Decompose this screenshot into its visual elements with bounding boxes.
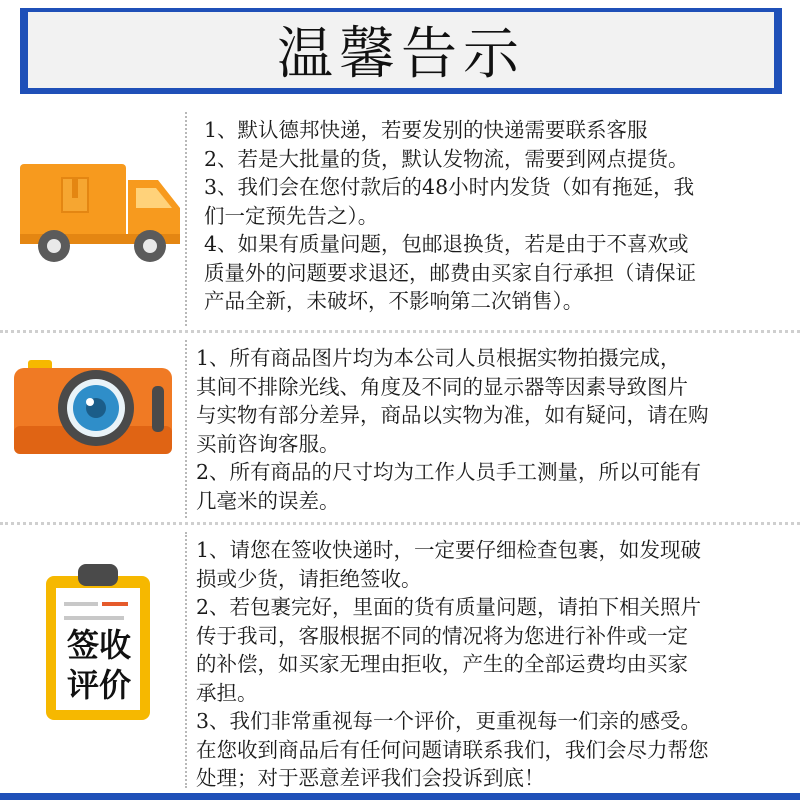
notice-section-receipt <box>196 536 709 793</box>
notice-line: 处理；对于恶意差评我们会投诉到底！ <box>196 766 545 790</box>
delivery-truck-icon <box>18 160 184 270</box>
notice-line: 2、若包裹完好，里面的货有质量问题，请拍下相关照片 <box>196 595 702 619</box>
notice-line: 产品全新，未破坏，不影响第二次销售）。 <box>204 289 584 313</box>
notice-section-shipping <box>204 116 696 316</box>
notice-line: 其间不排除光线、角度及不同的显示器等因素导致图片 <box>196 374 688 399</box>
camera-icon <box>12 356 174 460</box>
notice-line: 1、默认德邦快递，若要发别的快递需要联系客服 <box>204 118 648 142</box>
notice-line: 3、我们非常重视每一个评价，更重视每一们亲的感受。 <box>196 709 702 733</box>
notice-line: 承担。 <box>196 680 258 705</box>
notice-line: 损或少货，请拒绝签收。 <box>196 566 422 591</box>
notice-line: 的补偿，如买家无理由拒收，产生的全部运费均由买家 <box>196 652 688 676</box>
notice-line: 质量外的问题要求退还，邮费由买家自行承担（请保证 <box>204 260 696 285</box>
vertical-divider-1 <box>185 112 187 326</box>
page-title: 温馨告示 <box>277 22 525 87</box>
title-box <box>28 12 774 88</box>
notice-line: 买前咨询客服。 <box>196 431 340 456</box>
notice-line: 们一定预先告之）。 <box>204 203 379 228</box>
notice-section-photos <box>196 344 709 515</box>
notice-line: 1、所有商品图片均为本公司人员根据实物拍摄完成， <box>196 346 681 370</box>
vertical-divider-3 <box>185 532 187 788</box>
notice-line: 1、请您在签收快递时，一定要仔细检查包裹，如发现破 <box>196 538 702 562</box>
clipboard-label-review: 评价 <box>66 666 131 704</box>
notice-line: 4、如果有质量问题，包邮退换货，若是由于不喜欢或 <box>204 232 689 256</box>
bottom-bar <box>0 793 800 800</box>
notice-line: 2、若是大批量的货，默认发物流，需要到网点提货。 <box>204 146 689 171</box>
section-divider-2 <box>0 522 800 525</box>
clipboard-label-sign: 签收 <box>66 626 131 664</box>
vertical-divider-2 <box>185 340 187 518</box>
section-divider-1 <box>0 330 800 333</box>
notice-line: 2、所有商品的尺寸均为工作人员手工测量，所以可能有 <box>196 460 702 484</box>
notice-line: 3、我们会在您付款后的48小时内发货（如有拖延，我 <box>204 175 695 199</box>
notice-line: 与实物有部分差异，商品以实物为准，如有疑问，请在购 <box>196 403 709 427</box>
clipboard-icon <box>44 562 154 722</box>
notice-line: 几毫米的误差。 <box>196 488 340 513</box>
notice-line: 传于我司，客服根据不同的情况将为您进行补件或一定 <box>196 623 688 648</box>
notice-line: 在您收到商品后有任何问题请联系我们，我们会尽力帮您 <box>196 737 709 762</box>
